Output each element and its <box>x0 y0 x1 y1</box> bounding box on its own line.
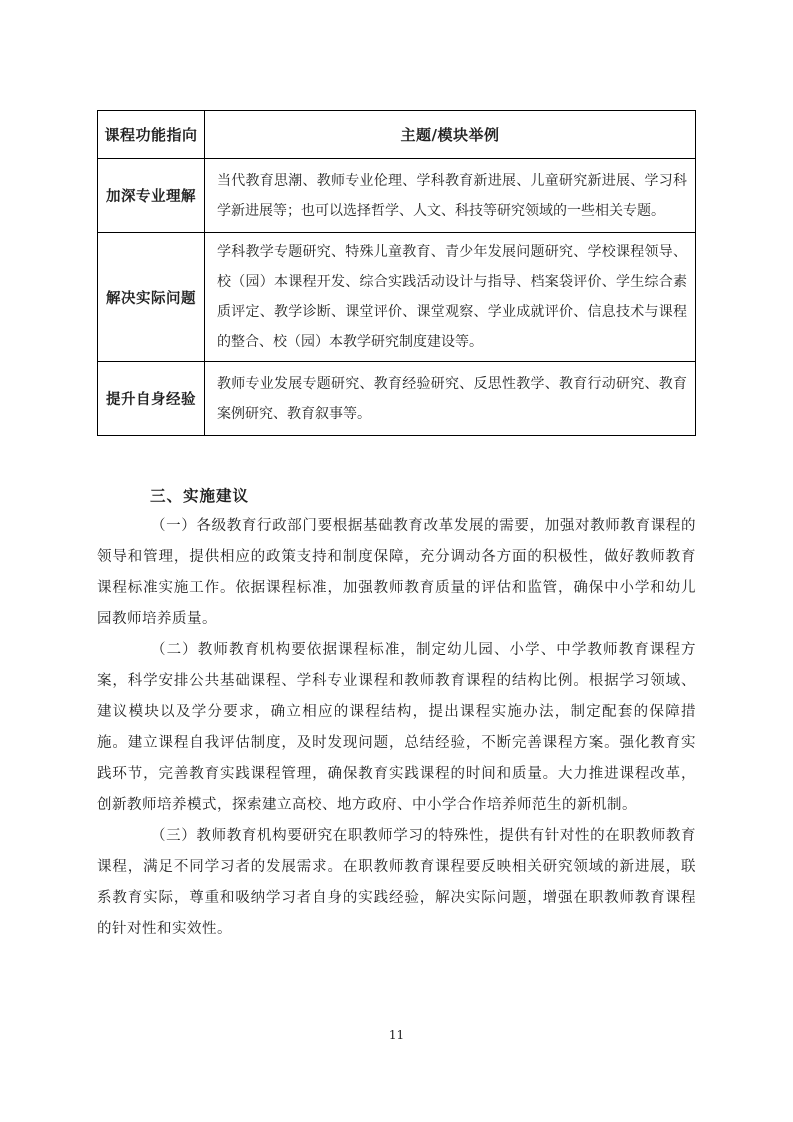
row-content-improve-experience: 教师专业发展专题研究、教育经验研究、反思性教学、教育行动研究、教育案例研究、教育叙事等。 <box>205 362 696 436</box>
table-header-row <box>98 111 696 159</box>
row-label-solve-problems: 解决实际问题 <box>98 233 205 362</box>
paragraph-1: （一）各级教育行政部门要根据基础教育改革发展的需要，加强对教师教育课程的领导和管理，提供相应的政策支持和制度保障，充分调动各方面的积极性，做好教师教育课程标准实施工作。依据课程标准，加强教师教育质量的评估和监管，确保中小学和幼儿园教师培养质量。 <box>97 518 696 627</box>
row-label-improve-experience: 提升自身经验 <box>98 362 205 436</box>
table-row <box>98 362 696 436</box>
table-header-theme-module: 主题/模块举例 <box>205 111 696 159</box>
table-header-course-function: 课程功能指向 <box>98 111 205 159</box>
paragraph-2: （二）教师教育机构要依据课程标准，制定幼儿园、小学、中学教师教育课程方案，科学安排公共基础课程、学科专业课程和教师教育课程的结构比例。根据学习领域、建议模块以及学分要求，确立相应的课程结构，提出课程实施办法，制定配套的保障措施。建立课程自我评估制度，及时发现问题，总结经验，不断完善课程方案。强化教育实践环节，完善教育实践课程管理，确保教育实践课程的时间和质量。大力推进课程改革，创新教师培养模式，探索建立高校、地方政府、中小学合作培养师范生的新机制。 <box>97 642 696 813</box>
table-row <box>98 159 696 233</box>
row-content-deepen-understanding: 当代教育思潮、教师专业伦理、学科教育新进展、儿童研究新进展、学习科学新进展等；也可以选择哲学、人文、科技等研究领域的一些相关专题。 <box>205 159 696 233</box>
table-row <box>98 233 696 362</box>
row-content-solve-problems: 学科教学专题研究、特殊儿童教育、青少年发展问题研究、学校课程领导、校（园）本课程开发、综合实践活动设计与指导、档案袋评价、学生综合素质评定、教学诊断、课堂评价、课堂观察、学业成就评价、信息技术与课程的整合、校（园）本教学研究制度建设等。 <box>205 233 696 362</box>
page-number: 11 <box>388 1028 405 1042</box>
course-function-table <box>97 110 696 436</box>
section-heading-implementation-suggestions: 三、实施建议 <box>150 486 250 505</box>
row-label-deepen-understanding: 加深专业理解 <box>98 159 205 233</box>
paragraph-3: （三）教师教育机构要研究在职教师学习的特殊性，提供有针对性的在职教师教育课程，满足不同学习者的发展需求。在职教师教育课程要反映相关研究领域的新进展，联系教育实际，尊重和吸纳学习者自身的实践经验，解决实际问题，增强在职教师教育课程的针对性和实效性。 <box>97 828 696 937</box>
